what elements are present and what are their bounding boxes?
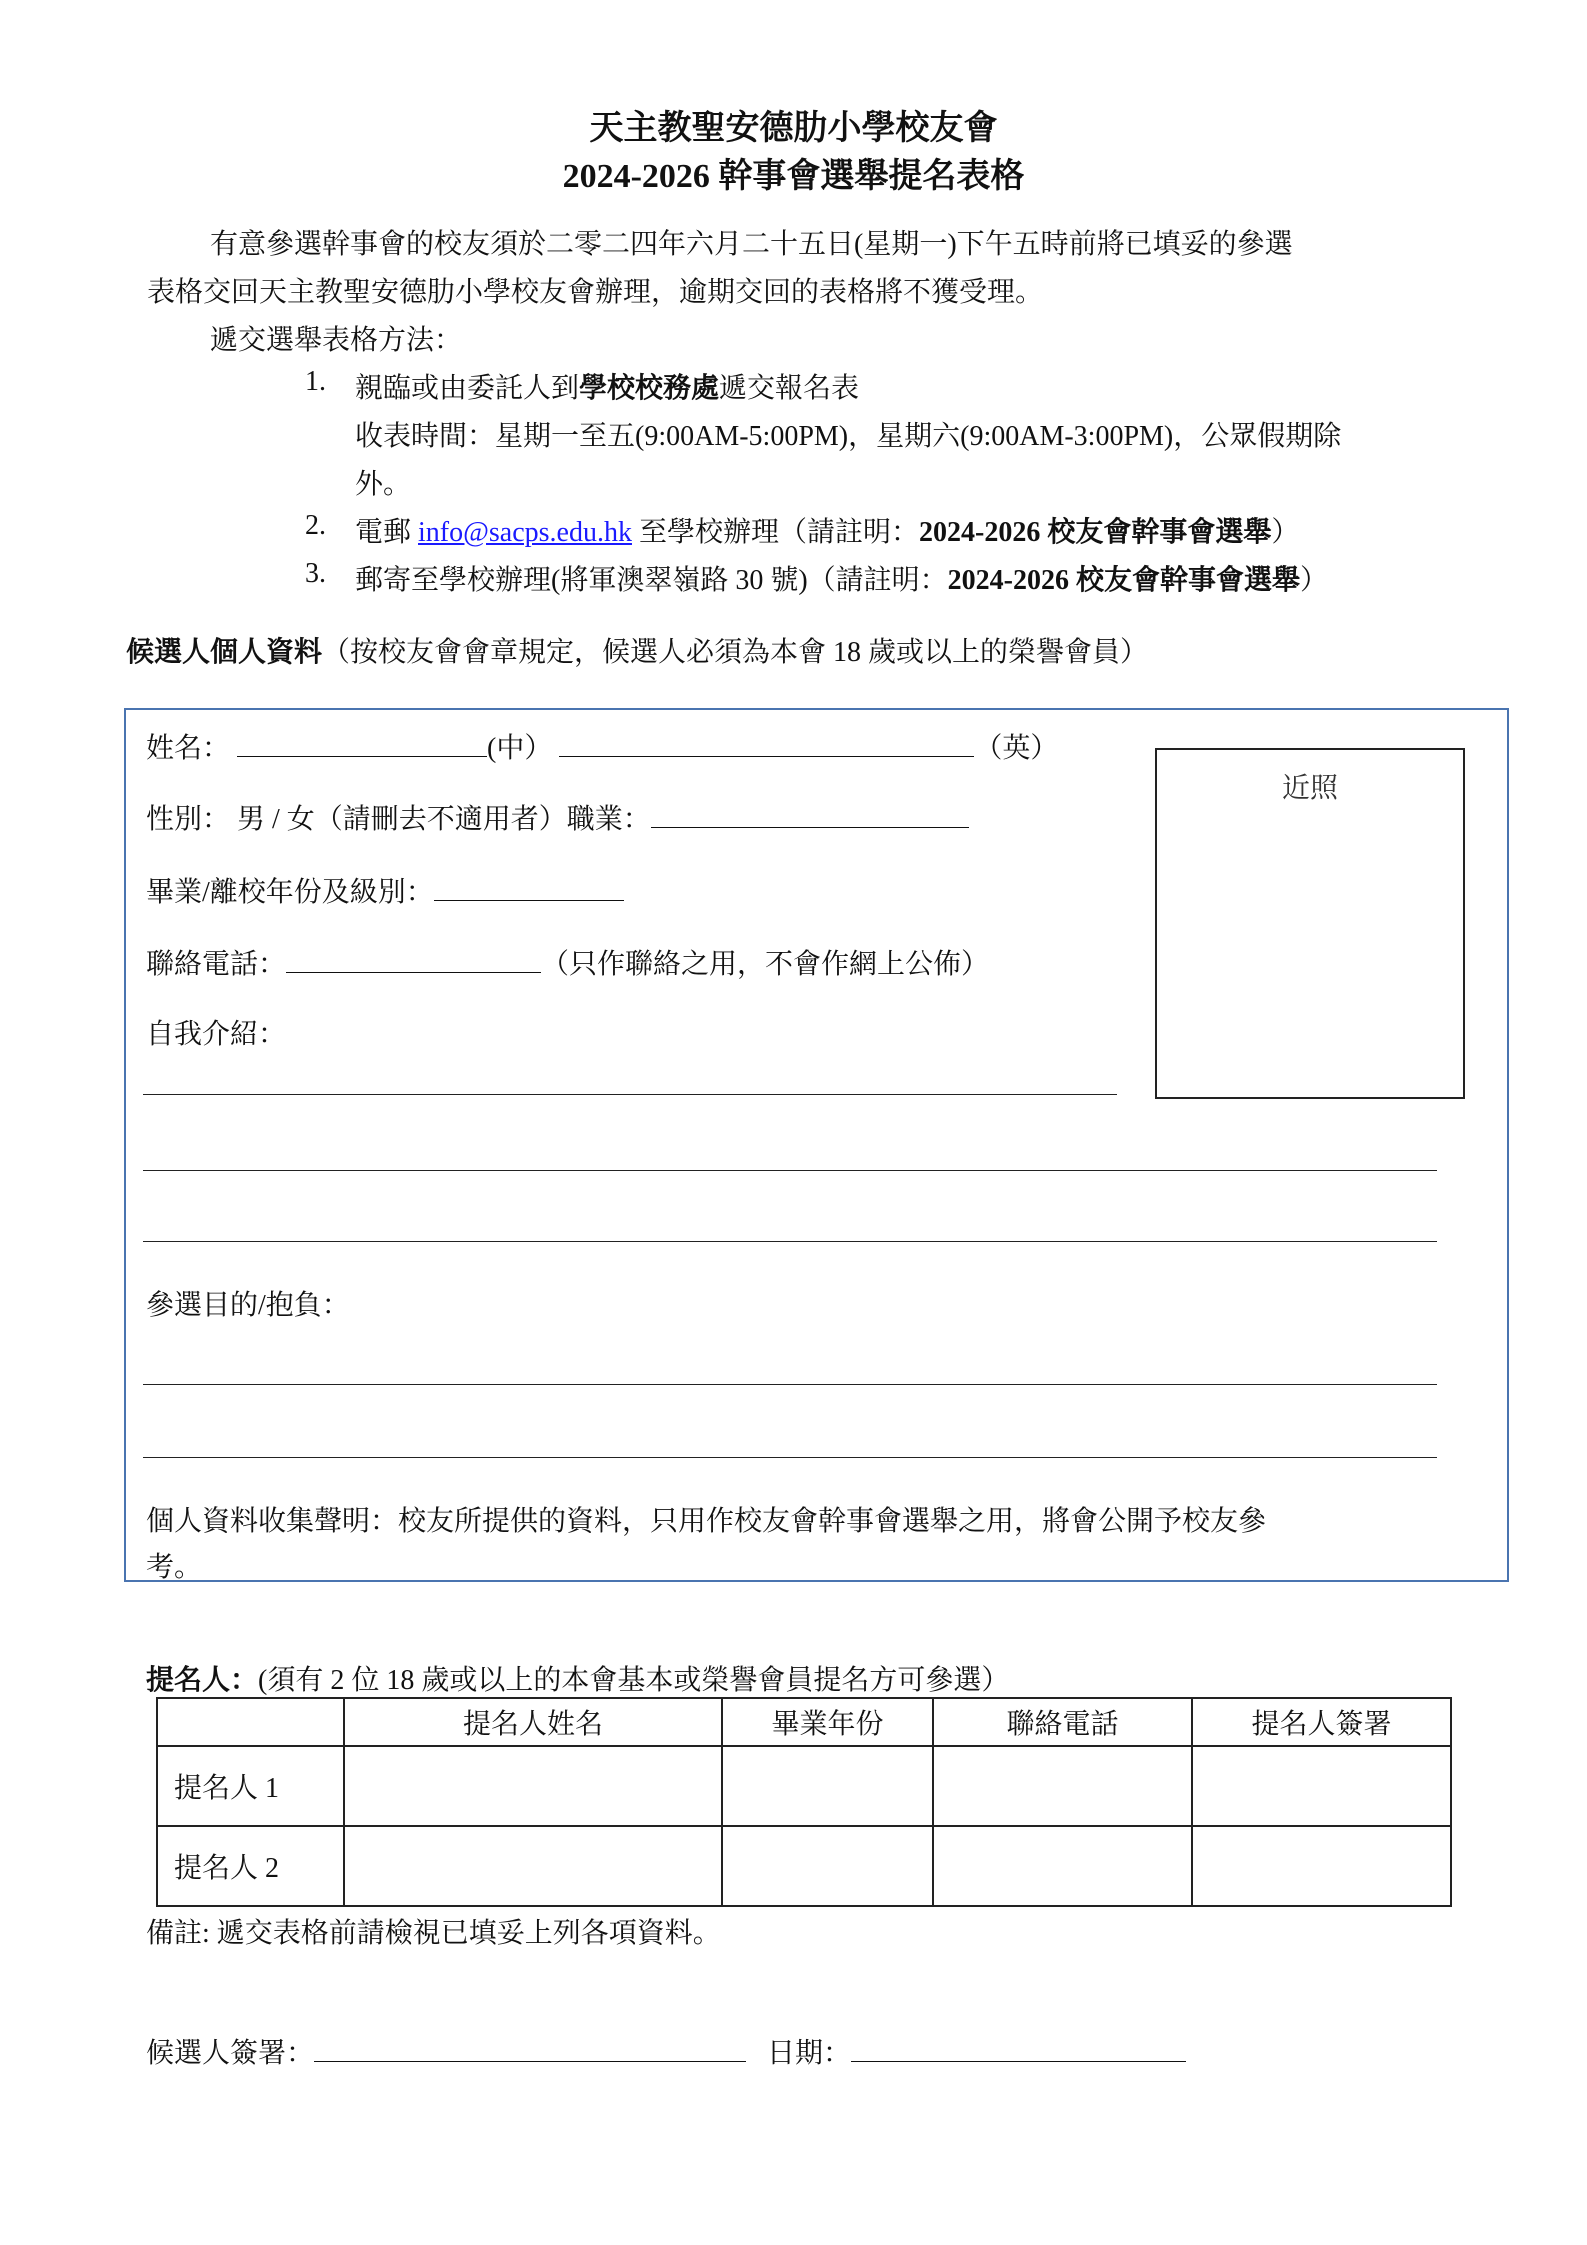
photo-box[interactable] (1155, 748, 1465, 1099)
nominator-name-cell[interactable] (344, 1826, 722, 1906)
graduation-year-cell[interactable] (722, 1826, 933, 1906)
column-header: 提名人簽署 (1192, 1698, 1451, 1746)
privacy-statement: 個人資料收集聲明：校友所提供的資料，只用作校友會幹事會選舉之用，將會公開予校友參 (146, 1506, 1267, 1537)
form-subtitle: 2024-2026 幹事會選舉提名表格 (562, 158, 1025, 195)
privacy-statement-cont: 考。 (146, 1552, 203, 1583)
method-1-number: 1. (305, 366, 326, 397)
graduation-field[interactable] (434, 874, 624, 901)
row-label: 提名人 2 (157, 1826, 344, 1906)
method-1-hours-cont: 外。 (355, 469, 412, 500)
table-row (157, 1826, 1451, 1906)
phone-field[interactable] (286, 946, 541, 973)
method-1-text: 親臨或由委託人到學校校務處遞交報名表 (355, 373, 860, 404)
candidate-signature-field[interactable] (314, 2035, 746, 2062)
method-3-number: 3. (305, 558, 326, 589)
phone-cell[interactable] (933, 1746, 1192, 1826)
signature-cell[interactable] (1192, 1826, 1451, 1906)
goal-label: 參選目的/抱負： (146, 1290, 350, 1321)
methods-heading: 遞交選舉表格方法： (210, 325, 463, 356)
photo-label: 近照 (1281, 773, 1338, 804)
method-2-number: 2. (305, 510, 326, 541)
column-header (157, 1698, 344, 1746)
candidate-heading: 候選人個人資料（按校友會會章規定，候選人必須為本會 18 歲或以上的榮譽會員） (126, 637, 1149, 668)
nominators-heading: 提名人：(須有 2 位 18 歲或以上的本會基本或榮譽會員提名方可參選） (146, 1665, 1010, 1696)
phone-cell[interactable] (933, 1826, 1192, 1906)
name-english-field[interactable] (559, 730, 974, 757)
remark: 備註: 遞交表格前請檢視已填妥上列各項資料。 (146, 1918, 721, 1949)
self-intro-line[interactable] (143, 1241, 1437, 1242)
column-header: 畢業年份 (722, 1698, 933, 1746)
form-title: 天主教聖安德肋小學校友會 (589, 110, 998, 147)
intro-paragraph-line1: 有意參選幹事會的校友須於二零二四年六月二十五日(星期一)下午五時前將已填妥的參選 (210, 229, 1293, 260)
method-2-text: 電郵 info@sacps.edu.hk 至學校辦理（請註明：2024-2026 校友會幹事會選舉） (355, 517, 1300, 548)
name-chinese-field[interactable] (237, 730, 487, 757)
column-header: 聯絡電話 (933, 1698, 1192, 1746)
gender-row: 性別： 男 / 女（請刪去不適用者）職業： (146, 797, 969, 837)
table-row (157, 1746, 1451, 1826)
row-label: 提名人 1 (157, 1746, 344, 1826)
graduation-year-cell[interactable] (722, 1746, 933, 1826)
name-row: 姓名： (中） （英） (146, 726, 1058, 766)
graduation-row: 畢業/離校年份及級別： (146, 870, 624, 910)
self-intro-label: 自我介紹： (146, 1019, 287, 1050)
occupation-field[interactable] (651, 801, 969, 828)
table-header-row (157, 1698, 1451, 1746)
intro-paragraph-line2: 表格交回天主教聖安德肋小學校友會辦理，逾期交回的表格將不獲受理。 (147, 277, 1044, 308)
self-intro-line[interactable] (143, 1094, 1117, 1095)
phone-row: 聯絡電話： （只作聯絡之用，不會作網上公佈） (146, 942, 989, 982)
self-intro-line[interactable] (143, 1170, 1437, 1171)
method-1-hours: 收表時間：星期一至五(9:00AM-5:00PM)，星期六(9:00AM-3:00PM)，公眾假期除 (355, 421, 1342, 452)
email-link[interactable]: info@sacps.edu.hk (418, 517, 632, 548)
signature-row: 候選人簽署： 日期： (146, 2031, 1186, 2071)
nominator-name-cell[interactable] (344, 1746, 722, 1826)
nominators-table (156, 1697, 1452, 1907)
method-3-text: 郵寄至學校辦理(將軍澳翠嶺路 30 號)（請註明：2024-2026 校友會幹事會選舉） (355, 565, 1328, 596)
goal-line[interactable] (143, 1457, 1437, 1458)
goal-line[interactable] (143, 1384, 1437, 1385)
date-field[interactable] (851, 2035, 1186, 2062)
signature-cell[interactable] (1192, 1746, 1451, 1826)
column-header: 提名人姓名 (344, 1698, 722, 1746)
